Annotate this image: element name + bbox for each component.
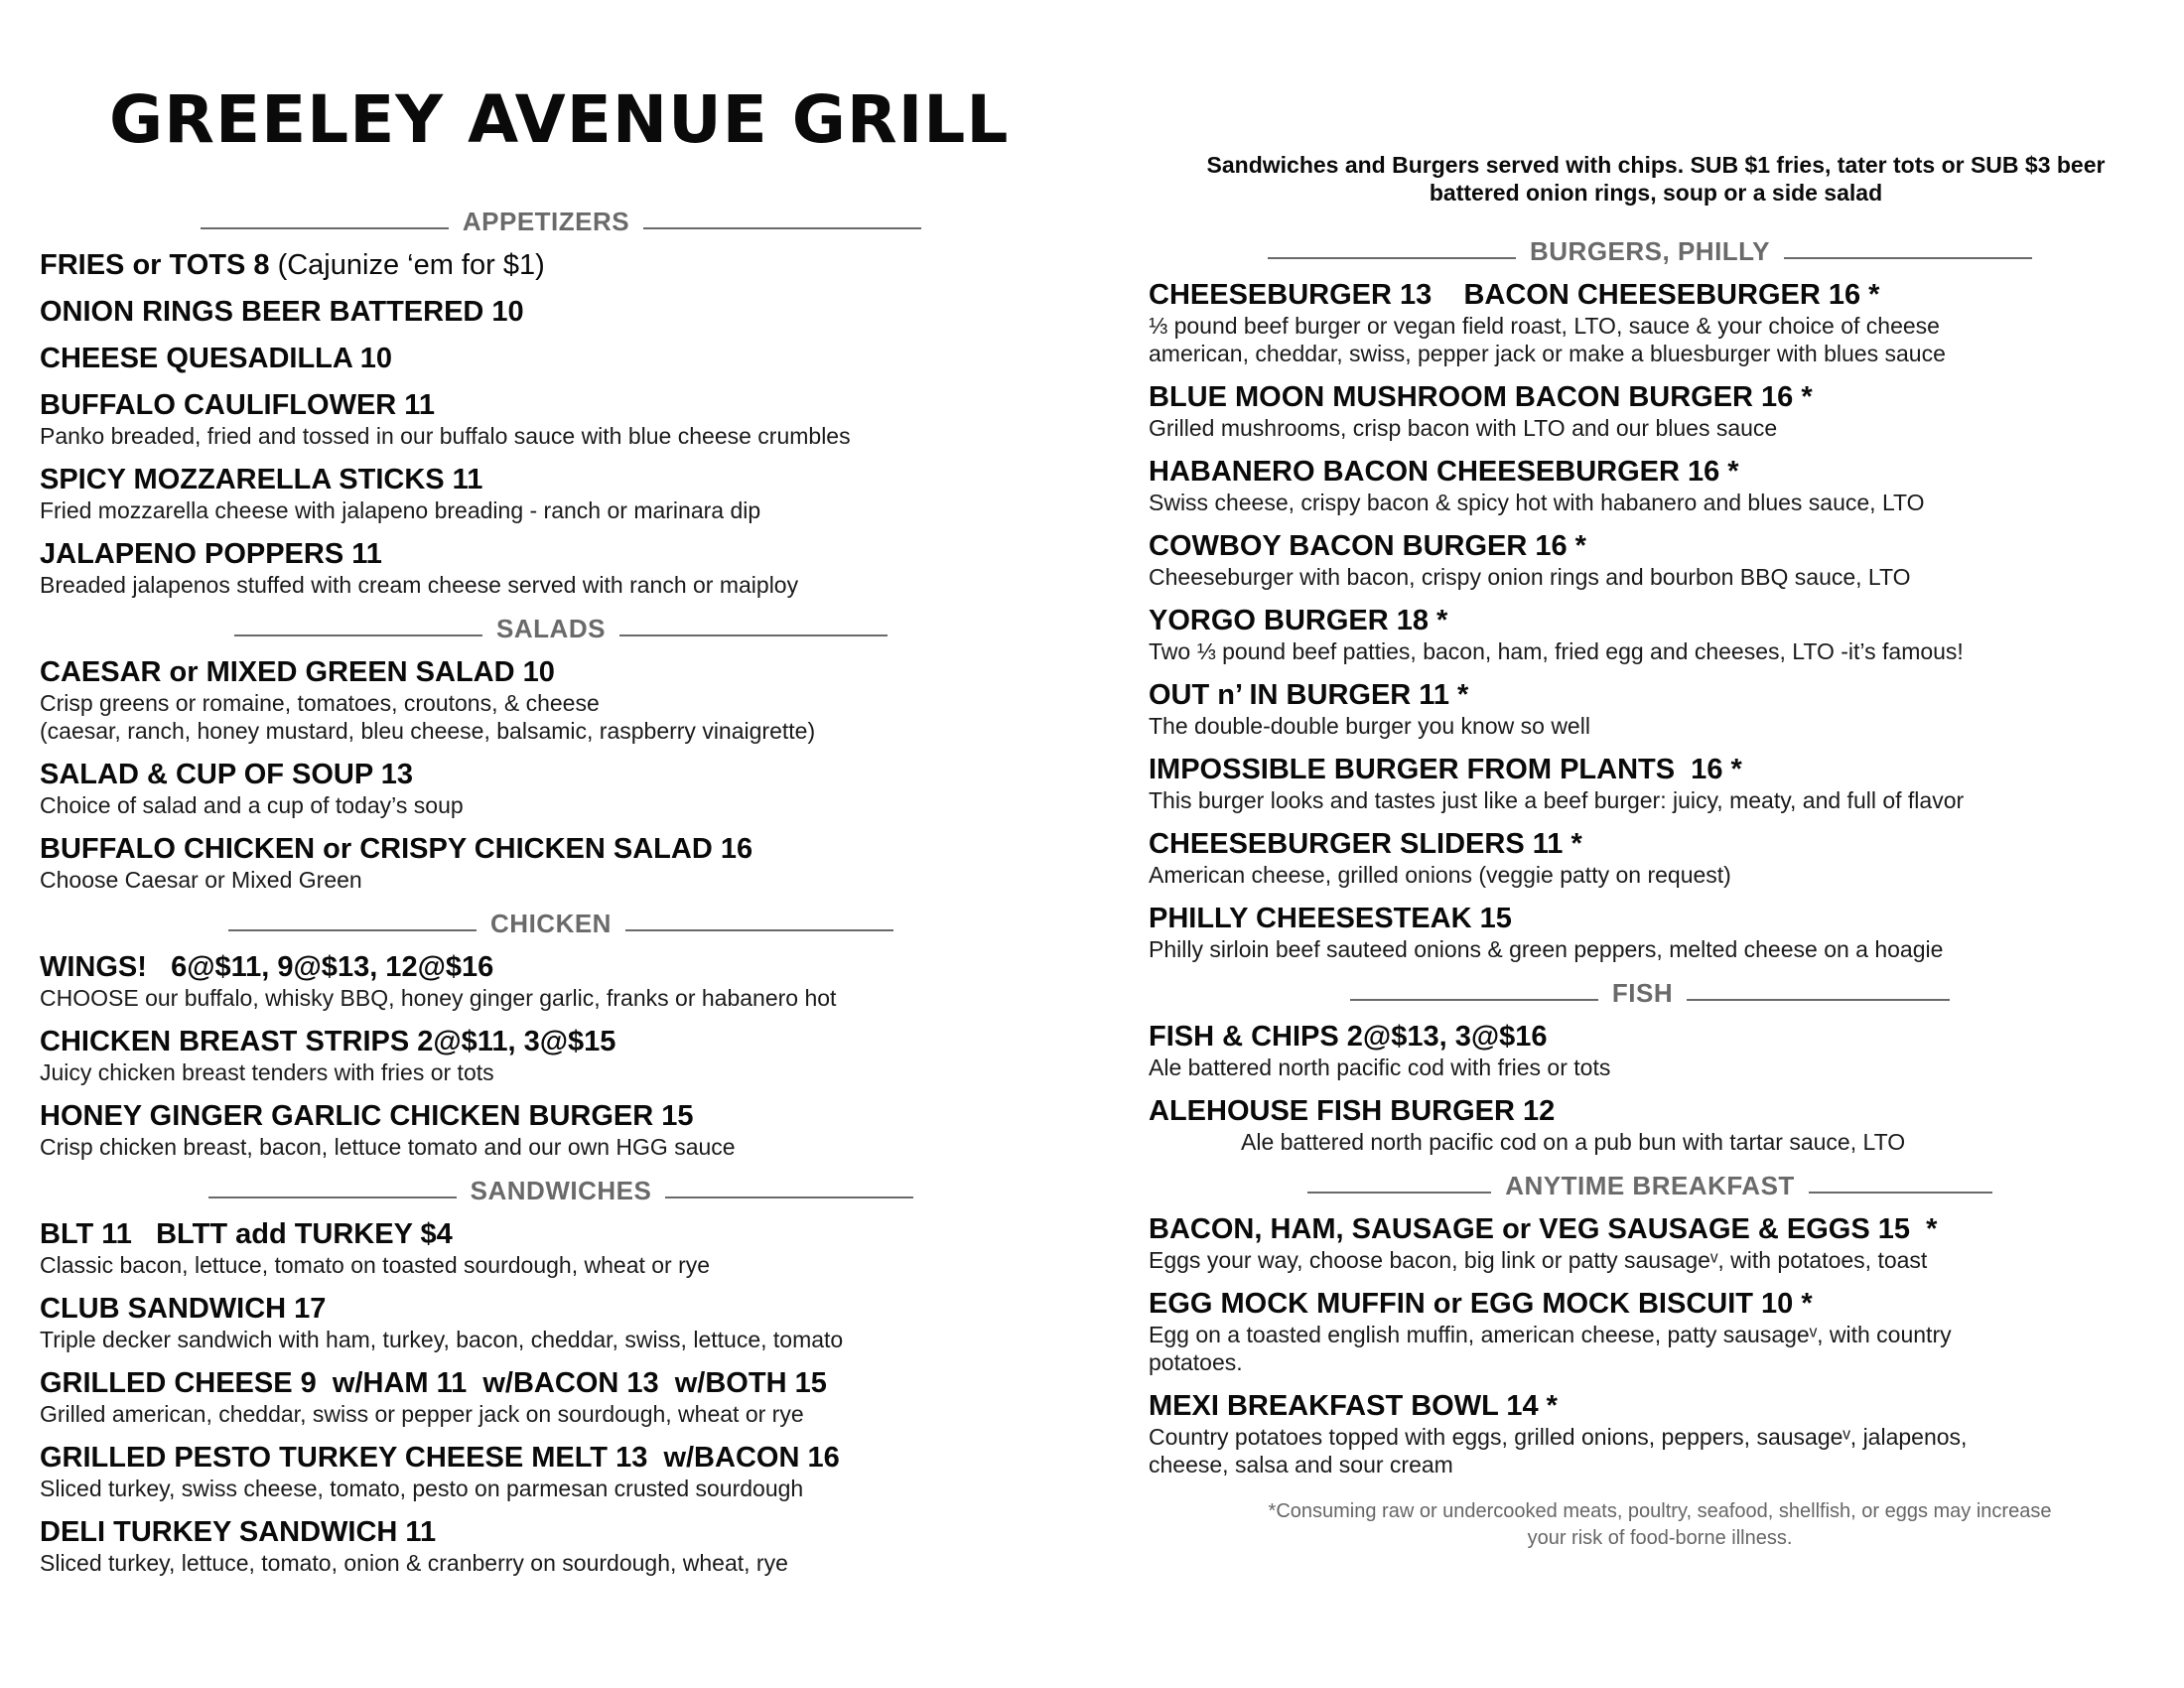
menu-item-description: Choice of salad and a cup of today’s soup [40, 792, 464, 818]
restaurant-title: GREELEY AVENUE GRILL [109, 81, 1010, 158]
menu-item-description: Egg on a toasted english muffin, american cheese, patty sausageᵛ, with country potatoes. [1149, 1322, 1952, 1375]
section-header [40, 612, 1082, 645]
menu-item-title [1149, 1287, 2151, 1321]
menu-item-description: Grilled mushrooms, crisp bacon with LTO and our blues sauce [1149, 415, 1778, 441]
menu-item-title [1149, 278, 2151, 312]
menu-item-title [1149, 678, 2151, 712]
menu-item [1149, 380, 2151, 442]
menu-item [1149, 455, 2151, 516]
menu-item [40, 388, 1082, 450]
section-header [1149, 976, 2151, 1010]
menu-item-name: ONION RINGS BEER BATTERED 10 [40, 296, 524, 328]
menu-item-name: FISH & CHIPS 2@$13, 3@$16 [1149, 1021, 1548, 1053]
left-column [40, 199, 1082, 1590]
menu-item-title [1149, 1094, 2151, 1128]
divider-line [643, 227, 921, 229]
menu-item-description: Juicy chicken breast tenders with fries or tots [40, 1059, 494, 1085]
menu-item-title [40, 1025, 1082, 1058]
menu-item-title [40, 1366, 1082, 1400]
menu-item-title [1149, 380, 2151, 414]
menu-item [1149, 678, 2151, 740]
section-salads [40, 612, 1082, 894]
divider-line [665, 1196, 913, 1198]
menu-item [40, 463, 1082, 524]
divider-line [1350, 999, 1598, 1001]
menu-item-title [40, 1515, 1082, 1549]
menu-item-name: JALAPENO POPPERS 11 [40, 538, 382, 570]
menu-item [1149, 1212, 2151, 1274]
menu-item-description: American cheese, grilled onions (veggie patty on request) [1149, 862, 1731, 888]
menu-item-title [40, 1217, 1082, 1251]
food-safety-disclaimer [1149, 1498, 2151, 1552]
menu-item [40, 1515, 1082, 1577]
divider-line [1687, 999, 1950, 1001]
menu-item-description: The double-double burger you know so well [1149, 713, 1590, 739]
menu-item-title [1149, 753, 2151, 786]
menu-item-title [40, 342, 1082, 375]
menu-item-description: Sliced turkey, lettuce, tomato, onion & cranberry on sourdough, wheat, rye [40, 1550, 788, 1576]
menu-item-name: EGG MOCK MUFFIN or EGG MOCK BISCUIT 10 * [1149, 1288, 1813, 1320]
menu-item-name: GRILLED PESTO TURKEY CHEESE MELT 13 w/BACON 16 [40, 1442, 840, 1474]
menu-item [1149, 902, 2151, 963]
menu-item [40, 295, 1082, 329]
menu-item [1149, 1020, 2151, 1081]
menu-item-description: Country potatoes topped with eggs, grilled onions, peppers, sausageᵛ, jalapenos, cheese, salsa and sour cream [1149, 1424, 1968, 1477]
right-column [1149, 151, 2151, 1552]
menu-item-title [40, 1292, 1082, 1326]
menu-item [40, 1025, 1082, 1086]
menu-item-name: CHEESEBURGER 13 BACON CHEESEBURGER 16 * [1149, 279, 1880, 311]
section-burgers [1149, 234, 2151, 963]
menu-item-name: CLUB SANDWICH 17 [40, 1293, 327, 1325]
menu-item-title [40, 248, 1082, 282]
menu-item-description: Philly sirloin beef sauteed onions & green peppers, melted cheese on a hoagie [1149, 936, 1944, 962]
menu-item-name: MEXI BREAKFAST BOWL 14 * [1149, 1390, 1558, 1422]
menu-item [1149, 1389, 2151, 1478]
menu-item-name: HABANERO BACON CHEESEBURGER 16 * [1149, 456, 1739, 488]
divider-line [1307, 1192, 1491, 1194]
menu-item-title [1149, 529, 2151, 563]
menu-item [1149, 604, 2151, 665]
menu-item-name: ALEHOUSE FISH BURGER 12 [1149, 1095, 1556, 1127]
section-label: SANDWICHES [470, 1175, 652, 1205]
menu-item [1149, 1094, 2151, 1156]
divider-line [201, 227, 449, 229]
menu-item-name: COWBOY BACON BURGER 16 * [1149, 530, 1586, 562]
menu-item-name: HONEY GINGER GARLIC CHICKEN BURGER 15 [40, 1100, 694, 1132]
section-label: CHICKEN [490, 908, 612, 938]
section-label: SALADS [496, 613, 606, 643]
divider-line [619, 634, 887, 636]
menu-item-title [40, 655, 1082, 689]
menu-item-description: Panko breaded, fried and tossed in our buffalo sauce with blue cheese crumbles [40, 423, 851, 449]
menu-item-name: BLT 11 BLTT add TURKEY $4 [40, 1218, 453, 1250]
section-appetizers [40, 205, 1082, 599]
menu-item-description: Ale battered north pacific cod with fries or tots [1149, 1055, 1611, 1080]
menu-item-description: Grilled american, cheddar, swiss or pepper jack on sourdough, wheat or rye [40, 1401, 804, 1427]
menu-item [40, 1292, 1082, 1353]
divider-line [228, 929, 477, 931]
menu-item-name: SPICY MOZZARELLA STICKS 11 [40, 464, 483, 495]
menu-item-description: Crisp greens or romaine, tomatoes, croutons, & cheese (caesar, ranch, honey mustard, bleu cheese, balsamic, raspberry vinaigrette) [40, 690, 816, 744]
menu-item-title [1149, 455, 2151, 489]
menu-item [40, 1217, 1082, 1279]
menu-item [40, 1366, 1082, 1428]
menu-item-description: Swiss cheese, crispy bacon & spicy hot with habanero and blues sauce, LTO [1149, 490, 1925, 515]
menu-item-description: Classic bacon, lettuce, tomato on toasted sourdough, wheat or rye [40, 1252, 711, 1278]
menu-item-title [40, 295, 1082, 329]
menu-item-name: BLUE MOON MUSHROOM BACON BURGER 16 * [1149, 381, 1813, 413]
menu-item [1149, 529, 2151, 591]
menu-item-description: Triple decker sandwich with ham, turkey, bacon, cheddar, swiss, lettuce, tomato [40, 1327, 844, 1352]
menu-item [1149, 278, 2151, 367]
menu-item-name: CAESAR or MIXED GREEN SALAD 10 [40, 656, 555, 688]
menu-item-name: CHEESEBURGER SLIDERS 11 * [1149, 828, 1582, 860]
menu-item-name: WINGS! 6@$11, 9@$13, 12@$16 [40, 951, 494, 983]
menu-item-name: BUFFALO CAULIFLOWER 11 [40, 389, 435, 421]
menu-item-name: OUT n’ IN BURGER 11 * [1149, 679, 1469, 711]
menu-item-title [40, 950, 1082, 984]
menu-item-title [1149, 902, 2151, 935]
menu-item [40, 950, 1082, 1012]
menu-item [40, 758, 1082, 819]
menu-item-name: GRILLED CHEESE 9 w/HAM 11 w/BACON 13 w/BOTH 15 [40, 1367, 827, 1399]
menu-item-name: BUFFALO CHICKEN or CRISPY CHICKEN SALAD 16 [40, 833, 753, 865]
menu-item-title [40, 463, 1082, 496]
disclaimer-text: *Consuming raw or undercooked meats, poultry, seafood, shellfish, or eggs may increase your risk of food-borne illness. [1268, 1500, 2052, 1549]
menu-item-name: FRIES or TOTS 8 [40, 249, 270, 281]
menu-item-note: (Cajunize ‘em for $1) [269, 249, 545, 281]
menu-item-description: Breaded jalapenos stuffed with cream cheese served with ranch or maiploy [40, 572, 799, 598]
divider-line [208, 1196, 457, 1198]
menu-item-title [1149, 604, 2151, 637]
menu-item [40, 1441, 1082, 1502]
menu-item [40, 537, 1082, 599]
menu-item-title [40, 832, 1082, 866]
menu-item-title [40, 388, 1082, 422]
section-label: APPETIZERS [462, 206, 630, 236]
menu-item-description: Ale battered north pacific cod on a pub bun with tartar sauce, LTO [1241, 1129, 1906, 1155]
menu-item-description: Crisp chicken breast, bacon, lettuce tomato and our own HGG sauce [40, 1134, 736, 1160]
menu-item-description: CHOOSE our buffalo, whisky BBQ, honey ginger garlic, franks or habanero hot [40, 985, 837, 1011]
menu-item-description: Sliced turkey, swiss cheese, tomato, pesto on parmesan crusted sourdough [40, 1476, 804, 1501]
menu-item-title [1149, 1020, 2151, 1054]
menu-item [40, 1099, 1082, 1161]
divider-line [1784, 257, 2032, 259]
menu-item [40, 342, 1082, 375]
section-breakfast [1149, 1169, 2151, 1478]
divider-line [1809, 1192, 1992, 1194]
section-fish [1149, 976, 2151, 1156]
menu-item [40, 655, 1082, 745]
section-header [40, 1174, 1082, 1207]
menu-item-title [1149, 1212, 2151, 1246]
menu-item-description: Choose Caesar or Mixed Green [40, 867, 362, 893]
menu-item-description: Eggs your way, choose bacon, big link or patty sausageᵛ, with potatoes, toast [1149, 1247, 1928, 1273]
menu-item [1149, 827, 2151, 889]
menu-item-title [40, 537, 1082, 571]
menu-item-name: YORGO BURGER 18 * [1149, 605, 1448, 636]
menu-item-name: PHILLY CHEESESTEAK 15 [1149, 903, 1512, 934]
section-header [1149, 234, 2151, 268]
menu-item [40, 248, 1082, 282]
section-label: FISH [1611, 977, 1674, 1008]
menu-item-name: SALAD & CUP OF SOUP 13 [40, 759, 414, 790]
menu-item-description: ⅓ pound beef burger or vegan field roast, LTO, sauce & your choice of cheese american, cheddar, swiss, pepper jack or make a bluesburger with blues sauce [1149, 313, 1946, 366]
menu-item-name: IMPOSSIBLE BURGER FROM PLANTS 16 * [1149, 754, 1742, 785]
divider-line [234, 634, 482, 636]
divider-line [1268, 257, 1516, 259]
menu-item-description: Fried mozzarella cheese with jalapeno breading - ranch or marinara dip [40, 497, 761, 523]
section-header [40, 205, 1082, 238]
menu-item-name: CHICKEN BREAST STRIPS 2@$11, 3@$15 [40, 1026, 616, 1057]
section-header [40, 907, 1082, 940]
menu-item-description: Cheeseburger with bacon, crispy onion rings and bourbon BBQ sauce, LTO [1149, 564, 1911, 590]
menu-item [40, 832, 1082, 894]
section-label: ANYTIME BREAKFAST [1505, 1170, 1795, 1200]
menu-item-title [1149, 1389, 2151, 1423]
menu-item-name: DELI TURKEY SANDWICH 11 [40, 1516, 437, 1548]
menu-item-title [40, 1099, 1082, 1133]
menu-item-name: BACON, HAM, SAUSAGE or VEG SAUSAGE & EGGS 15 * [1149, 1213, 1938, 1245]
sides-note: Sandwiches and Burgers served with chips. SUB $1 fries, tater tots or SUB $3 beer battered onion rings, soup or a side salad [1206, 152, 2106, 206]
section-sandwiches [40, 1174, 1082, 1577]
menu-item-title [40, 758, 1082, 791]
menu-item-description: This burger looks and tastes just like a beef burger: juicy, meaty, and full of flavor [1149, 787, 1965, 813]
menu-item [1149, 753, 2151, 814]
menu-item-title [1149, 827, 2151, 861]
divider-line [625, 929, 893, 931]
section-header [1149, 1169, 2151, 1202]
section-chicken [40, 907, 1082, 1161]
menu-item-title [40, 1441, 1082, 1475]
menu-item-description: Two ⅓ pound beef patties, bacon, ham, fried egg and cheeses, LTO -it’s famous! [1149, 638, 1964, 664]
menu-item [1149, 1287, 2151, 1376]
section-label: BURGERS, PHILLY [1529, 235, 1771, 266]
menu-item-name: CHEESE QUESADILLA 10 [40, 343, 393, 374]
